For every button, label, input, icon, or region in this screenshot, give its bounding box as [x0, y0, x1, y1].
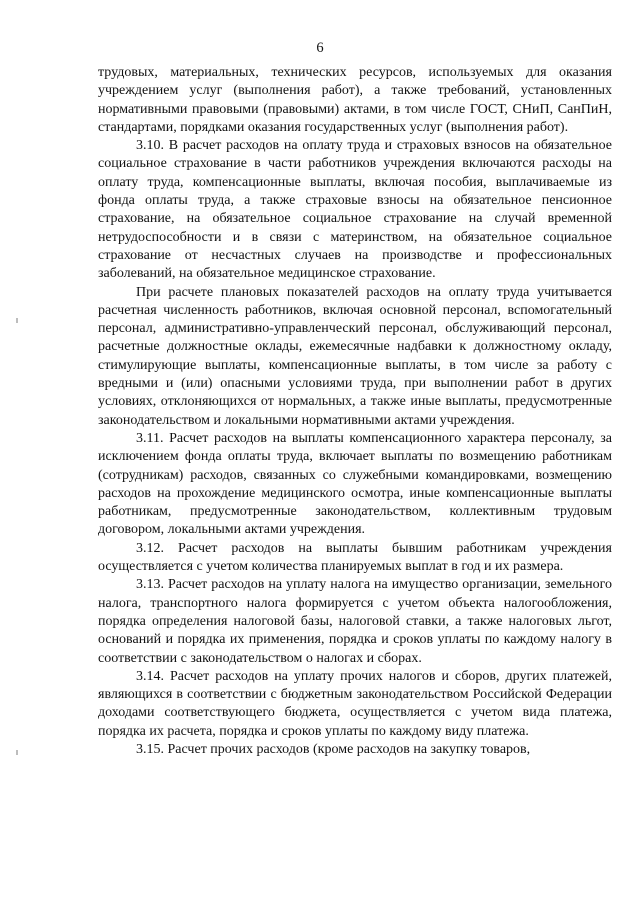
page-number: 6 [316, 40, 324, 56]
paragraph-3-12: 3.12. Расчет расходов на выплаты бывшим работникам учреждения осуществляется с учетом количества планируемых выплат в год и их размера. [98, 540, 612, 575]
paragraph-3-13: 3.13. Расчет расходов на уплату налога на имущество организации, земельного налога, транспортного налога формируется с учетом объекта налогообложения, порядка определения налоговой базы, налоговой ставки, а также налоговых льгот, оснований и порядка их применения, порядка и сроков уплаты по каждому налогу в соответствии с законодательством о налогах и сборах. [98, 577, 612, 666]
paragraph-3-10: 3.10. В расчет расходов на оплату труда и страховых взносов на обязательное социальное страхование в части работников учреждения включаются расходы на оплату труда, компенсационные выплаты, включая пособия, выплачиваемые из фонда оплаты труда, а также страховые взносы на обязательное пенсионное страхование, на обязательное социальное страхование на случай временной нетрудоспособности и в связи с материнством, на обязательное социальное страхование от несчастных случаев на производстве и профессиональных заболеваний, на обязательное медицинское страхование. [98, 138, 612, 282]
document-body [98, 64, 612, 759]
paragraph-3-14: 3.14. Расчет расходов на уплату прочих налогов и сборов, других платежей, являющихся в соответствии с бюджетным законодательством Российской Федерации доходами соответствующего бюджета, осуществляется с учетом вида платежа, порядка их расчета, порядка и сроков уплаты по каждому виду платежа. [98, 668, 612, 739]
paragraph-payroll-planning: При расчете плановых показателей расходов на оплату труда учитывается расчетная численность работников, включая основной персонал, вспомогательный персонал, административно-управленческий персонал, обслуживающий персонал, расчетные должностные оклады, ежемесячные надбавки к должностному окладу, стимулирующие выплаты, компенсационные выплаты, в том числе за работу с вредными и (или) опасными условиями труда, при выполнении работ в других условиях, отклоняющихся от нормальных, а также иные выплаты, предусмотренные законодательством и локальными нормативными актами учреждения. [98, 284, 612, 428]
margin-mark [16, 318, 18, 323]
paragraph-3-11: 3.11. Расчет расходов на выплаты компенсационного характера персоналу, за исключением фонда оплаты труда, включает выплаты по возмещению работникам (сотрудникам) расходов, связанных со служебными командировками, возмещению расходов на прохождение медицинского осмотра, иные компенсационные выплаты работникам, предусмотренные законодательством, коллективным трудовым договором, локальными актами учреждения. [98, 430, 612, 538]
paragraph-continuation: трудовых, материальных, технических ресурсов, используемых для оказания учреждением услуг (выполнения работ), а также требований, установленных нормативными правовыми (правовыми) актами, в том числе ГОСТ, СНиП, СанПиН, стандартами, порядками оказания государственных услуг (выполнения работ). [98, 65, 612, 135]
paragraph-3-15: 3.15. Расчет прочих расходов (кроме расходов на закупку товаров, [136, 741, 531, 757]
margin-mark [16, 750, 18, 755]
